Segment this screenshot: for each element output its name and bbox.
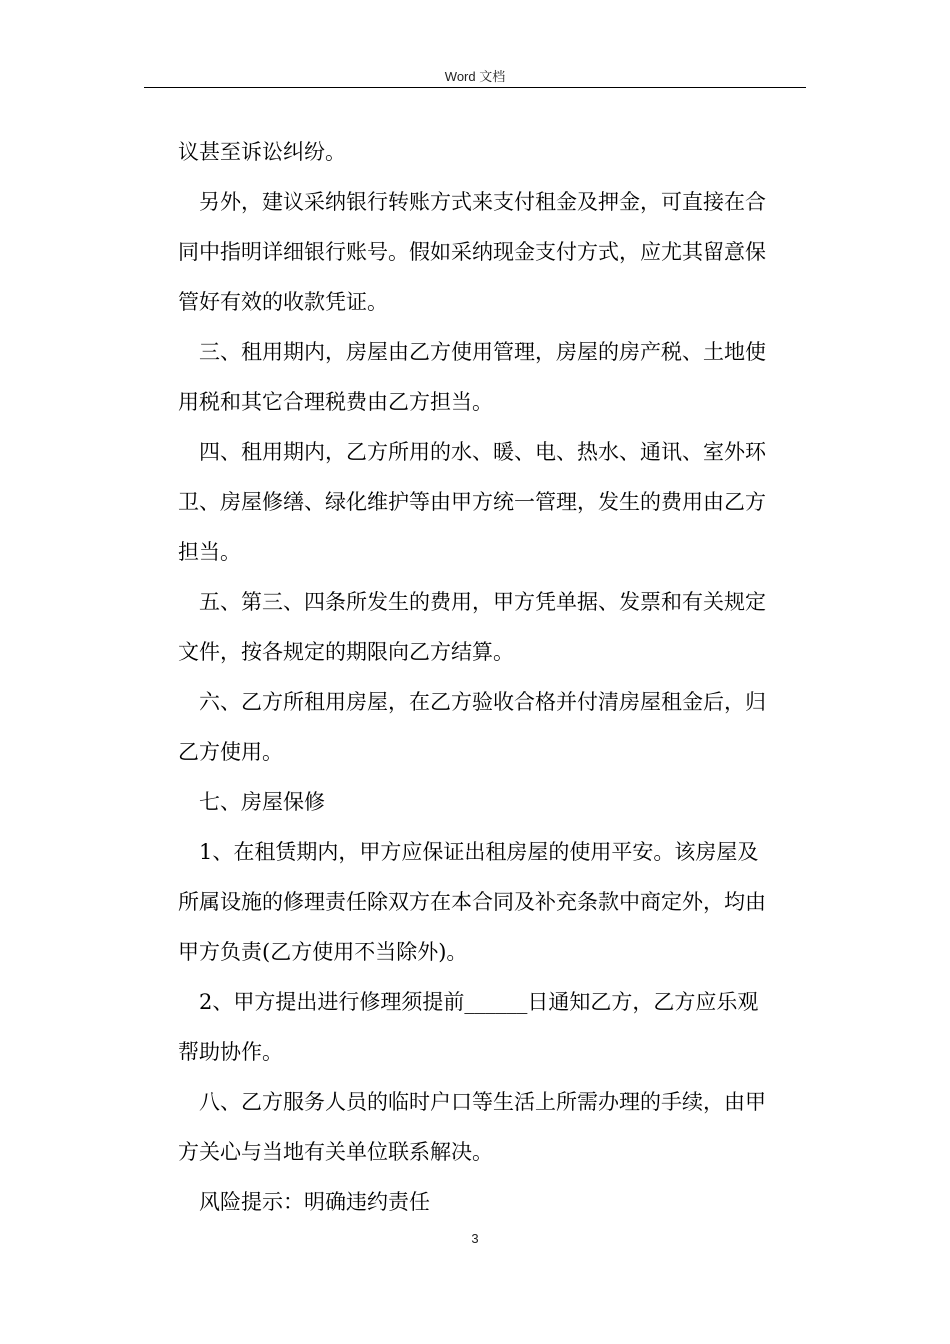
paragraph-line: 文件，按各规定的期限向乙方结算。 (178, 640, 514, 664)
paragraph-line: 管好有效的收款凭证。 (178, 290, 388, 314)
paragraph-line: 卫、房屋修缮、绿化维护等由甲方统一管理，发生的费用由乙方 (178, 490, 766, 514)
paragraph-line: 担当。 (178, 540, 241, 564)
document-body (178, 127, 808, 1227)
paragraph-line: 帮助协作。 (178, 1040, 283, 1064)
paragraph-line: 五、第三、四条所发生的费用，甲方凭单据、发票和有关规定 (199, 590, 766, 614)
paragraph-line: 议甚至诉讼纠纷。 (178, 140, 346, 164)
paragraph-line: 同中指明详细银行账号。假如采纳现金支付方式，应尤其留意保 (178, 240, 766, 264)
header-divider (144, 87, 806, 88)
paragraph-line: 七、房屋保修 (199, 790, 325, 814)
paragraph-line: 方关心与当地有关单位联系解决。 (178, 1140, 493, 1164)
paragraph-line: 1、在租赁期内，甲方应保证出租房屋的使用平安。该房屋及 (199, 840, 759, 864)
paragraph-line: 所属设施的修理责任除双方在本合同及补充条款中商定外，均由 (178, 890, 766, 914)
paragraph-line: 用税和其它合理税费由乙方担当。 (178, 390, 493, 414)
paragraph-line: 另外，建议采纳银行转账方式来支付租金及押金，可直接在合 (199, 190, 766, 214)
paragraph-line: 六、乙方所租用房屋，在乙方验收合格并付清房屋租金后，归 (199, 690, 766, 714)
paragraph-line: 乙方使用。 (178, 740, 283, 764)
paragraph-line: 2、甲方提出进行修理须提前______日通知乙方，乙方应乐观 (199, 990, 759, 1014)
page-number: 3 (471, 1231, 479, 1246)
paragraph-line: 甲方负责(乙方使用不当除外)。 (178, 940, 468, 964)
paragraph-line: 四、租用期内，乙方所用的水、暖、电、热水、通讯、室外环 (199, 440, 766, 464)
paragraph-line: 三、租用期内，房屋由乙方使用管理，房屋的房产税、土地使 (199, 340, 766, 364)
page-header: Word 文档 (444, 69, 506, 84)
paragraph-line: 风险提示：明确违约责任 (199, 1190, 430, 1214)
paragraph-line: 八、乙方服务人员的临时户口等生活上所需办理的手续，由甲 (199, 1090, 766, 1114)
